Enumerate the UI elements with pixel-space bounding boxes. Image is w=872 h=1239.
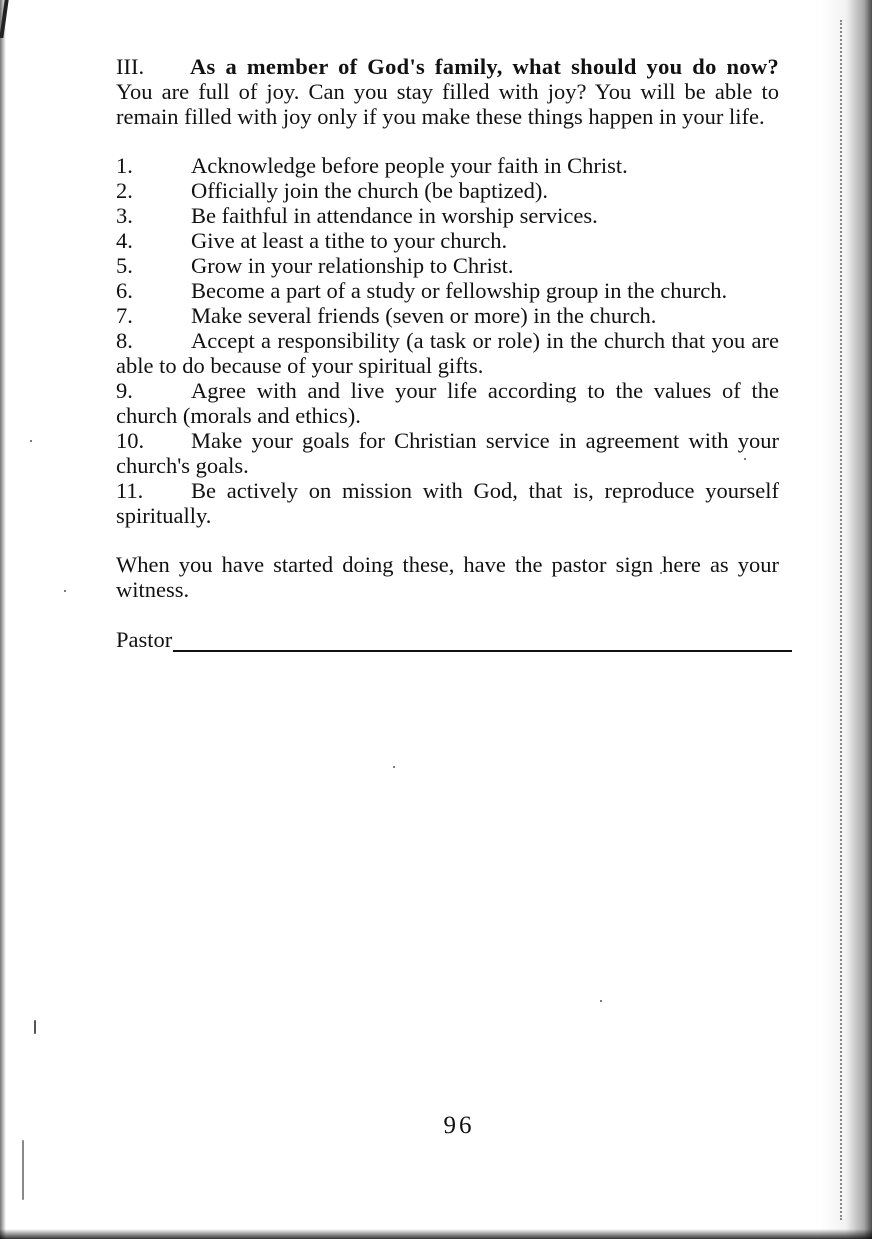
list-item: [116, 153, 779, 178]
item-text: Make your goals for Christian service in agreement with your church's goals.: [116, 428, 779, 478]
section-intro-text: You are full of joy. Can you stay filled with joy? You will be able to remain filled with joy only if you make these things happen in your life.: [116, 79, 779, 129]
section-intro: [116, 54, 779, 129]
item-text: Officially join the church (be baptized).: [191, 178, 548, 203]
item-text: Grow in your relationship to Christ.: [191, 253, 514, 278]
item-number: 7.: [116, 303, 133, 328]
signature-line[interactable]: [173, 628, 792, 652]
signature-label: Pastor: [116, 627, 173, 652]
item-text: Be actively on mission with God, that is, reproduce yourself spiritually.: [116, 478, 779, 528]
item-text: Give at least a tithe to your church.: [191, 228, 508, 253]
item-number: 11.: [116, 478, 144, 503]
list-item: [116, 328, 779, 378]
item-number: 10.: [116, 428, 145, 453]
scan-speck: [600, 1000, 602, 1002]
item-number: 6.: [116, 278, 133, 303]
scan-edge-dots: [837, 20, 842, 1220]
scan-speck: [22, 1140, 24, 1200]
item-number: 4.: [116, 228, 133, 253]
item-number: 9.: [116, 378, 133, 403]
list-item: [116, 478, 779, 528]
item-number: 5.: [116, 253, 133, 278]
list-item: [116, 228, 779, 253]
item-text: Accept a responsibility (a task or role) in the church that you are able to do because of your spiritual gifts.: [116, 328, 779, 378]
section-numeral: III.: [116, 54, 145, 79]
item-number: 8.: [116, 328, 133, 353]
list-item: [116, 178, 779, 203]
item-text: Agree with and live your life according to the values of the church (morals and ethics).: [116, 378, 779, 428]
scan-edge-left: [0, 0, 6, 1239]
scan-speck: [393, 766, 395, 768]
item-number: 2.: [116, 178, 133, 203]
scan-speck: [30, 440, 32, 442]
list-item: [116, 203, 779, 228]
section-question: As a member of God's family, what should you do now?: [190, 54, 779, 79]
item-text: Become a part of a study or fellowship group in the church.: [191, 278, 728, 303]
scan-edge-bottom: [0, 1229, 872, 1239]
scan-speck: [34, 1020, 36, 1034]
list-item: [116, 378, 779, 428]
list-item: [116, 278, 779, 303]
item-number: 3.: [116, 203, 133, 228]
item-text: Acknowledge before people your faith in Christ.: [191, 153, 628, 178]
list-item: [116, 303, 779, 328]
page-number: 96: [443, 1112, 475, 1139]
page-content: [116, 54, 779, 652]
list-item: [116, 428, 779, 478]
scan-speck: [64, 590, 66, 592]
item-text: Make several friends (seven or more) in the church.: [191, 303, 657, 328]
item-number: 1.: [116, 153, 133, 178]
scan-edge-right: [820, 0, 872, 1239]
item-text: Be faithful in attendance in worship services.: [191, 203, 598, 228]
pastor-signature-row: [116, 627, 792, 652]
closing-instruction: When you have started doing these, have the pastor sign here as your witness.: [116, 552, 779, 602]
list-item: [116, 253, 779, 278]
action-list: [116, 153, 779, 528]
